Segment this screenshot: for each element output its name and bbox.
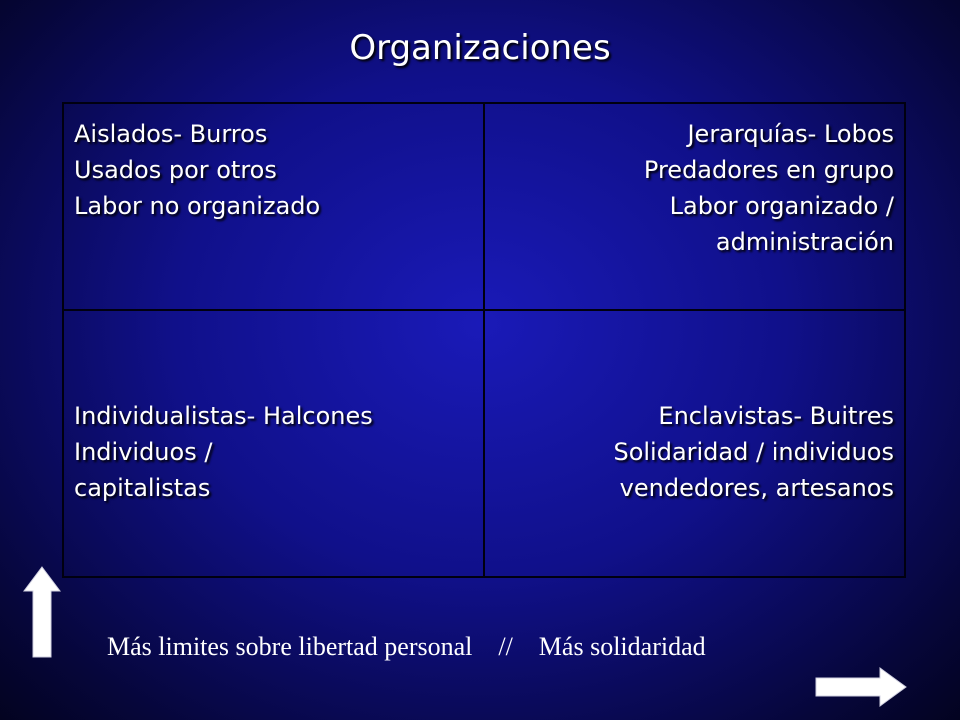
- quadrant-line: administración: [715, 228, 894, 256]
- quadrant-line: Solidaridad / individuos: [613, 438, 894, 466]
- footer-caption: Más limites sobre libertad personal // Más solidaridad: [107, 632, 706, 661]
- quadrant-line: capitalistas: [74, 474, 211, 502]
- up-arrow-icon: [22, 565, 62, 659]
- quadrant-bottom-left: [63, 310, 484, 577]
- quadrant-line: vendedores, artesanos: [619, 474, 894, 502]
- quadrant-line: Individuos /: [74, 438, 213, 466]
- slide-title: Organizaciones: [349, 28, 611, 68]
- quadrant-line: Enclavistas- Buitres: [658, 402, 894, 430]
- quadrant-line: Individualistas- Halcones: [74, 402, 373, 430]
- quadrant-grid: [62, 102, 906, 578]
- quadrant-top-right: [484, 103, 905, 310]
- quadrant-line: Usados por otros: [74, 156, 277, 184]
- quadrant-line: Jerarquías- Lobos: [687, 120, 894, 148]
- quadrant-top-left: [63, 103, 484, 310]
- quadrant-line: Labor organizado /: [669, 192, 894, 220]
- quadrant-bottom-right: [484, 310, 905, 577]
- right-arrow-icon: [814, 666, 908, 708]
- quadrant-line: Predadores en grupo: [643, 156, 894, 184]
- quadrant-line: Labor no organizado: [74, 192, 321, 220]
- quadrant-line: Aislados- Burros: [74, 120, 268, 148]
